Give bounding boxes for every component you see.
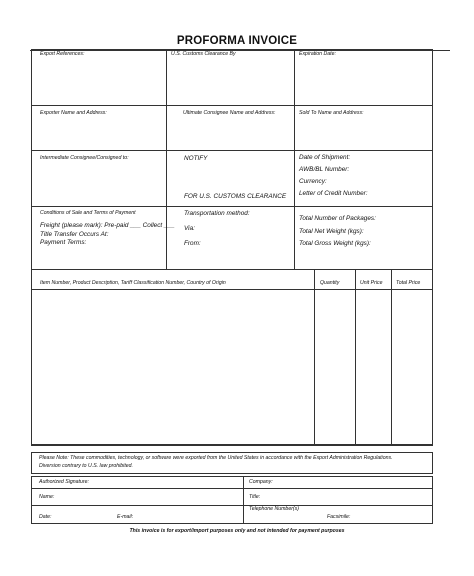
sig-row-divider-2 <box>31 505 433 506</box>
export-references-label: Export References: <box>40 51 85 57</box>
payment-terms-label: Payment Terms: <box>40 239 87 246</box>
items-bottom-line <box>31 445 433 446</box>
row-divider-1 <box>31 105 433 106</box>
name-label: Name: <box>39 494 55 500</box>
customs-clearance-label: U.S. Customs Clearance By <box>171 51 236 57</box>
expiration-date-label: Expiration Date: <box>299 51 336 57</box>
total-gross-weight-label: Total Gross Weight (kgs): <box>299 240 371 247</box>
sig-col-divider <box>243 476 244 524</box>
email-label: E-mail: <box>117 514 134 520</box>
col-divider-2 <box>294 49 295 269</box>
form-frame <box>31 49 433 445</box>
note-line-2: Diversion contrary to U.S. law prohibited. <box>39 463 133 469</box>
date-label: Date: <box>39 514 52 520</box>
title-transfer-label: Title Transfer Occurs At: <box>40 231 109 238</box>
notify-label: NOTIFY <box>184 155 208 162</box>
page-title: PROFORMA INVOICE <box>176 35 298 47</box>
col-divider-1 <box>166 49 167 269</box>
items-total-price-header: Total Price <box>396 280 421 286</box>
signature-box <box>31 476 433 524</box>
company-label: Company: <box>249 479 273 485</box>
items-col-total-price <box>391 269 392 445</box>
exporter-label: Exporter Name and Address: <box>40 110 107 116</box>
items-col-unit-price <box>355 269 356 445</box>
facsimile-label: Facsimile: <box>327 514 351 520</box>
items-quantity-header: Quantity <box>320 280 340 286</box>
from-label: From: <box>184 240 201 247</box>
items-header-underline <box>31 289 433 290</box>
conditions-label: Conditions of Sale and Terms of Payment <box>40 210 136 216</box>
title-label: Title: <box>249 494 261 500</box>
note-line-1: Please Note: These commodities, technology, or software were exported from the United States in accordance with the Export Administration Regulations. <box>39 455 393 461</box>
intermediate-consignee-label: Intermediate Consignee/Consigned to: <box>40 155 129 161</box>
items-unit-price-header: Unit Price <box>360 280 383 286</box>
total-net-weight-label: Total Net Weight (kgs): <box>299 228 364 235</box>
telephone-label: Telephone Number(s) <box>249 506 299 512</box>
items-col-quantity <box>314 269 315 445</box>
sold-to-label: Sold To Name and Address: <box>299 110 364 116</box>
currency-label: Currency: <box>299 178 327 185</box>
authorized-signature-label: Authorized Signature: <box>39 479 89 485</box>
row-divider-4 <box>31 269 433 270</box>
letter-of-credit-label: Letter of Credit Number: <box>299 190 368 197</box>
row-divider-3 <box>31 206 433 207</box>
freight-label: Freight (please mark): Pre-paid ___ Collect ___ <box>40 222 175 229</box>
transportation-method-label: Transportation method: <box>184 210 250 217</box>
via-label: Via: <box>184 225 195 232</box>
sig-row-divider-1 <box>31 488 433 489</box>
ultimate-consignee-label: Ultimate Consignee Name and Address: <box>183 110 276 116</box>
date-of-shipment-label: Date of Shipment: <box>299 154 351 161</box>
items-description-header: Item Number, Product Description, Tariff Classification Number, Country of Origin <box>40 280 226 286</box>
row-divider-2 <box>31 150 433 151</box>
awb-number-label: AWB/BL Number: <box>299 166 350 173</box>
footer-note: This invoice is for export/import purposes only and not intended for payment purposes <box>129 528 345 534</box>
total-packages-label: Total Number of Packages: <box>299 215 376 222</box>
for-customs-clearance-label: FOR U.S. CUSTOMS CLEARANCE <box>184 193 287 200</box>
